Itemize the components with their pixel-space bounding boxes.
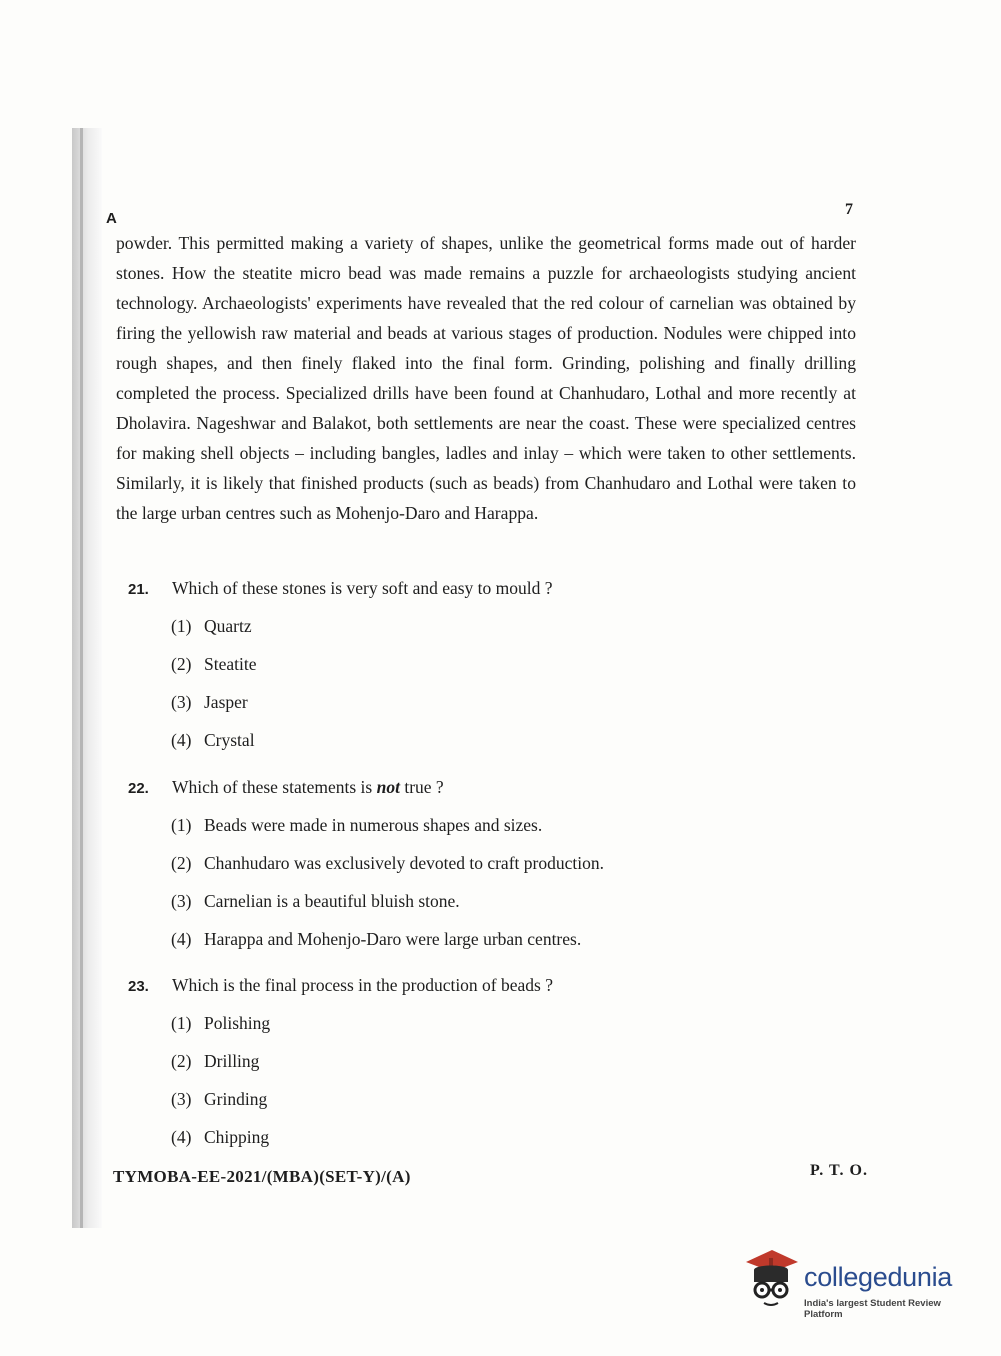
option-item: [171, 836, 828, 874]
option-item: [171, 637, 828, 675]
option-text: Chanhudaro was exclusively devoted to craft production.: [204, 853, 604, 873]
set-letter: A: [106, 210, 117, 227]
option-label: (2): [171, 1051, 192, 1071]
option-list: [128, 798, 828, 950]
question-text-end: true ?: [399, 777, 444, 797]
question-number: 22.: [128, 780, 149, 797]
option-label: (4): [171, 730, 192, 750]
mascot-icon: [742, 1248, 800, 1310]
option-item: [171, 798, 828, 836]
option-item: [171, 713, 828, 751]
option-text: Quartz: [204, 616, 252, 636]
question-number: 21.: [128, 581, 149, 598]
option-label: (2): [171, 654, 192, 674]
question-text: [172, 777, 444, 798]
watermark-logo: [742, 1248, 982, 1320]
question-23: [128, 975, 828, 1148]
option-item: [171, 675, 828, 713]
option-text: Jasper: [204, 692, 248, 712]
option-label: (3): [171, 692, 192, 712]
question-text: Which of these stones is very soft and easy to mould ?: [172, 578, 553, 598]
please-turn-over: P. T. O.: [810, 1162, 868, 1179]
option-text: Drilling: [204, 1051, 260, 1071]
question-22: [128, 777, 828, 950]
option-text: Carnelian is a beautiful bluish stone.: [204, 891, 460, 911]
question-number: 23.: [128, 978, 149, 995]
page-number: 7: [845, 201, 853, 218]
option-text: Steatite: [204, 654, 257, 674]
option-label: (1): [171, 1013, 192, 1033]
question-21: [128, 578, 828, 751]
reading-passage: powder. This permitted making a variety of shapes, unlike the geometrical forms made out of harder stones. How the steatite micro bead was made remains a puzzle for archaeologists studying ancient technology. Archaeologists' experiments have revealed that the red colour of carnelian was obtained by firing the yellowish raw material and beads at various stages of production. Nodules were chipped into rough shapes, and then finely flaked into the final form. Grinding, polishing and finally drilling completed the process. Specialized drills have been found at Chanhudaro, Lothal and more recently at Dholavira. Nageshwar and Balakot, both settlements are near the coast. These were specialized centres for making shell objects – including bangles, ladles and inlay – which were taken to other settlements. Similarly, it is likely that finished products (such as beads) from Chanhudaro and Lothal were taken to the large urban centres such as Mohenjo-Daro and Harappa.: [116, 233, 856, 523]
question-text: Which is the final process in the production of beads ?: [172, 975, 554, 995]
option-text: Chipping: [204, 1127, 270, 1147]
option-text: Beads were made in numerous shapes and sizes.: [204, 815, 543, 835]
brand-name: collegedunia: [804, 1262, 953, 1292]
option-label: (4): [171, 1127, 192, 1147]
option-item: [171, 912, 828, 950]
option-text: Grinding: [204, 1089, 268, 1109]
option-label: (3): [171, 1089, 192, 1109]
option-text: Polishing: [204, 1013, 271, 1033]
question-text-emphasis: not: [376, 777, 400, 797]
option-item: [171, 1072, 828, 1110]
option-label: (4): [171, 929, 192, 949]
option-label: (1): [171, 815, 192, 835]
option-text: Crystal: [204, 730, 255, 750]
option-list: [128, 599, 828, 751]
option-text: Harappa and Mohenjo-Daro were large urban centres.: [204, 929, 582, 949]
exam-code: TYMOBA-EE-2021/(MBA)(SET-Y)/(A): [113, 1167, 411, 1186]
option-item: [171, 1034, 828, 1072]
option-item: [171, 1110, 828, 1148]
option-list: [128, 996, 828, 1148]
scan-binding-edge: [72, 128, 102, 1228]
option-item: [171, 599, 828, 637]
option-label: (2): [171, 853, 192, 873]
option-label: (1): [171, 616, 192, 636]
option-item: [171, 874, 828, 912]
brand-tagline: India's largest Student Review Platform: [804, 1298, 941, 1320]
option-item: [171, 996, 828, 1034]
question-text-start: Which of these statements is: [172, 777, 377, 797]
option-label: (3): [171, 891, 192, 911]
